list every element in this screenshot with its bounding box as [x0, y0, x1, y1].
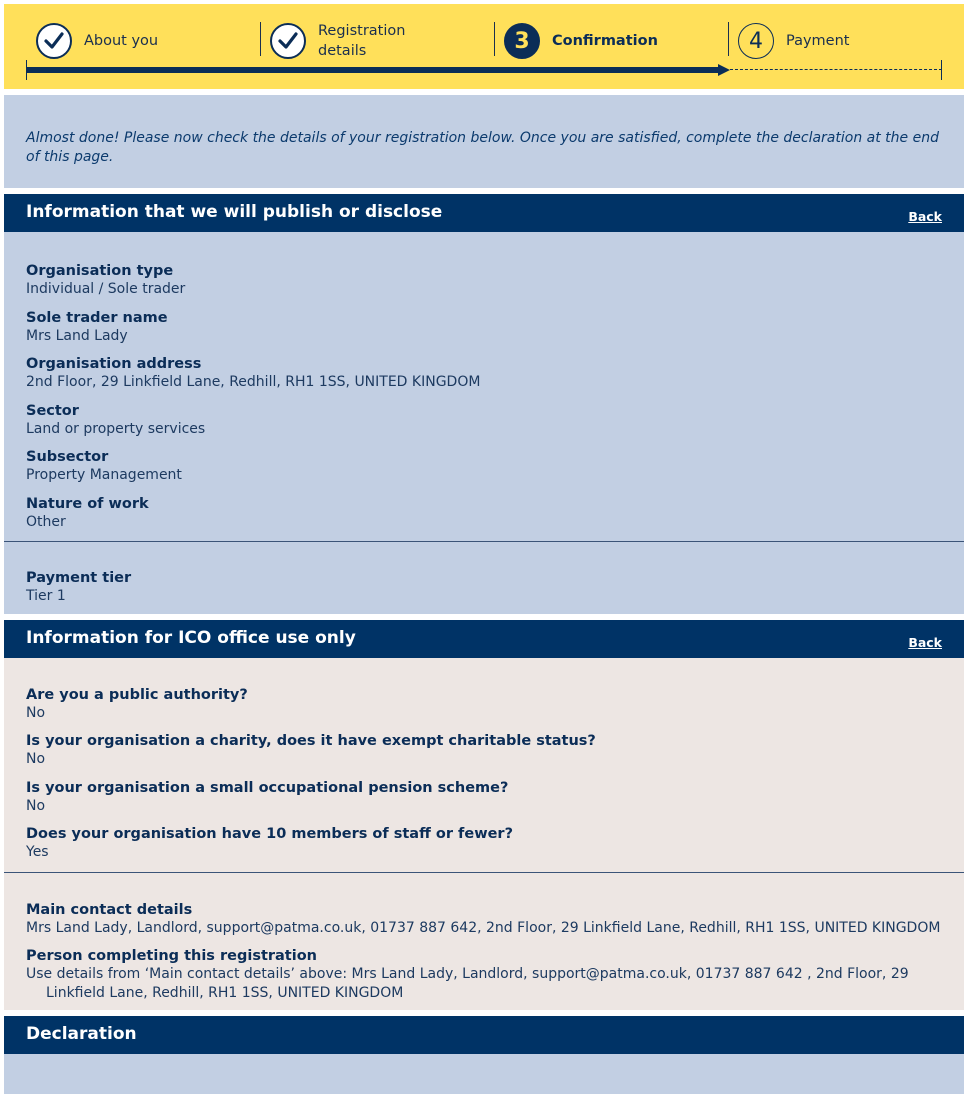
field-subsector: [4, 448, 964, 485]
field-value: Land or property services: [26, 420, 206, 437]
field-value: Property Management: [26, 467, 182, 483]
field-nature-of-work: [4, 495, 964, 532]
back-link[interactable]: Back: [908, 209, 942, 224]
field-pension-scheme: [4, 779, 964, 816]
step-label: Registration details: [318, 23, 406, 59]
progress-arrow-icon: [718, 64, 730, 76]
step-label: About you: [84, 33, 159, 49]
step-number-badge: 4: [738, 23, 774, 59]
office-details-panel: [4, 658, 964, 1011]
field-label: Payment tier: [26, 570, 132, 586]
field-charity: [4, 732, 964, 769]
field-label: Main contact details: [26, 901, 193, 918]
section-title: Information for ICO office use only: [26, 627, 356, 648]
progress-tracker: [4, 4, 964, 89]
field-label: Subsector: [26, 449, 109, 465]
step-payment: [738, 21, 849, 61]
section-title: Information that we will publish or disclose: [26, 202, 443, 222]
field-value: Individual / Sole trader: [26, 281, 186, 297]
check-icon: [36, 23, 72, 59]
field-value: Mrs Land Lady, Landlord, support@patma.co.uk, 01737 887 642, 2nd Floor, 29 Linkfield Lane, Redhill, RH1 1SS, UNITED KINGDOM: [26, 919, 941, 936]
step-divider: [260, 22, 261, 56]
field-label: Sole trader name: [26, 309, 168, 326]
step-divider: [494, 22, 495, 56]
field-label: Organisation type: [26, 263, 174, 279]
field-label: Person completing this registration: [26, 948, 317, 964]
field-public-authority: [4, 686, 964, 723]
field-organisation-type: [4, 262, 964, 299]
field-value: Use details from ‘Main contact details’ above: Mrs Land Lady, Landlord, support@patma.co.uk, 01737 887 642 , 2nd Floor, 29 Linkfield Lane, Redhill, RH1 1SS, UNITED KINGDOM: [26, 966, 909, 1001]
field-main-contact: [4, 873, 964, 938]
field-value: No: [26, 797, 46, 814]
step-number-badge: 3: [504, 23, 540, 59]
step-label: Payment: [786, 33, 850, 49]
field-label: Nature of work: [26, 495, 149, 512]
step-confirmation: [504, 21, 658, 61]
section-header-publish: [4, 194, 964, 232]
progress-end-tick: [941, 60, 942, 80]
section-header-declaration: [4, 1016, 964, 1054]
step-registration-details: [270, 21, 428, 61]
field-value: Other: [26, 513, 66, 530]
field-label: Is your organisation a small occupational pension scheme?: [26, 779, 509, 796]
field-sole-trader-name: [4, 309, 964, 346]
back-link[interactable]: Back: [908, 634, 942, 650]
declaration-panel: [4, 1054, 964, 1094]
field-label: Is your organisation a charity, does it have exempt charitable status?: [26, 733, 596, 749]
field-value: No: [26, 704, 46, 721]
section-title: Declaration: [26, 1024, 137, 1044]
intro-message: Almost done! Please now check the details of your registration below. Once you are satisfied, complete the declaration at the end of this page.: [4, 95, 964, 188]
field-label: Does your organisation have 10 members of staff or fewer?: [26, 826, 513, 842]
step-about-you: [36, 21, 158, 61]
field-organisation-address: [4, 355, 964, 392]
field-staff-count: [4, 825, 964, 862]
field-value: No: [26, 751, 46, 767]
field-value: 2nd Floor, 29 Linkfield Lane, Redhill, RH1 1SS, UNITED KINGDOM: [26, 374, 481, 390]
field-value: Yes: [26, 844, 49, 860]
step-label: Confirmation: [552, 33, 658, 49]
field-value: Tier 1: [26, 588, 66, 604]
field-label: Organisation address: [26, 356, 202, 372]
field-value: Mrs Land Lady: [26, 327, 128, 344]
step-divider: [728, 22, 729, 56]
section-header-office-use: [4, 620, 964, 658]
field-payment-tier: [4, 542, 964, 614]
field-label: Sector: [26, 402, 79, 419]
publish-details-panel: [4, 232, 964, 614]
progress-bar-remaining: [730, 69, 942, 70]
check-icon: [270, 23, 306, 59]
field-label: Are you a public authority?: [26, 686, 248, 703]
progress-bar-completed: [26, 67, 718, 73]
field-person-completing: [4, 947, 964, 1010]
registration-page: [4, 4, 964, 1094]
field-sector: [4, 402, 964, 439]
